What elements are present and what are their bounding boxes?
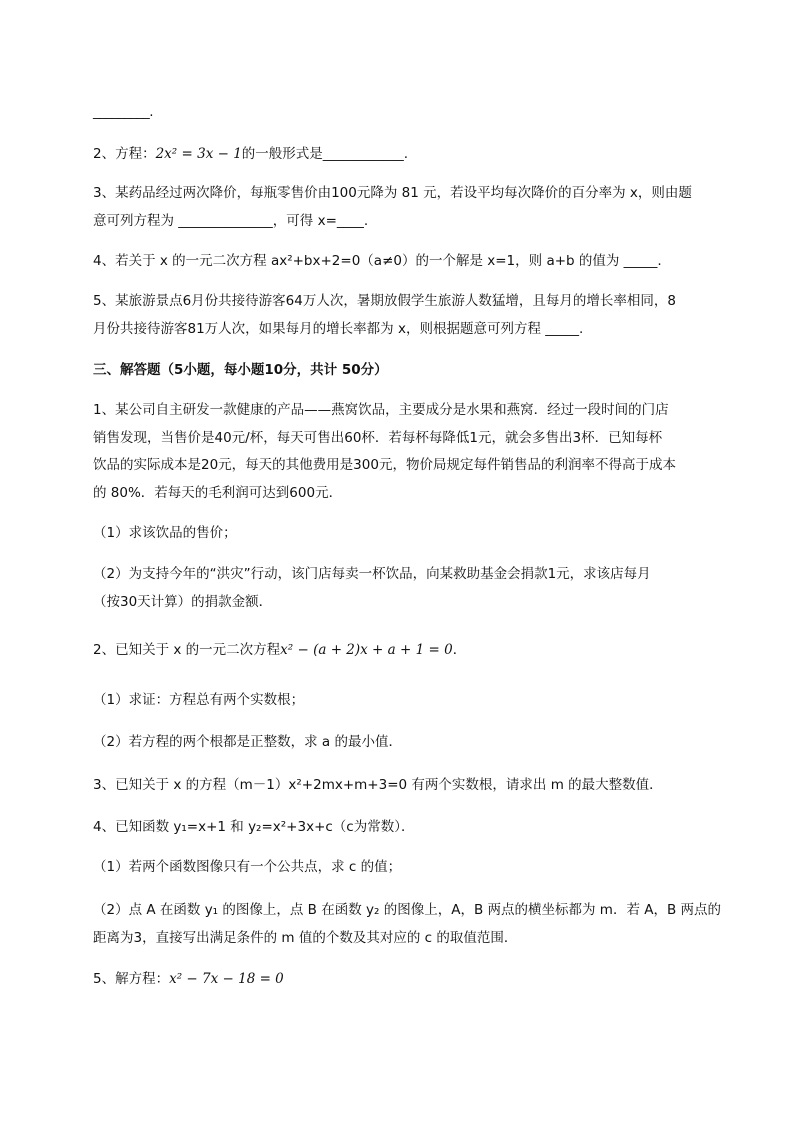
problem-4-part-2-line-2: 距离为3，直接写出满足条件的 m 值的个数及其对应的 c 的取值范围． <box>93 930 518 946</box>
equation: 2x² = 3x − 1 <box>155 146 242 162</box>
question-text: 5、解方程： <box>93 971 170 987</box>
problem-3: 3、已知关于 x 的方程（m－1）x²+2mx+m+3=0 有两个实数根，请求出 m 的最大整数值． <box>93 777 663 793</box>
problem-1-line-1: 1、某公司自主研发一款健康的产品——燕窝饮品，主要成分是水果和燕窝．经过一段时间的门店 <box>93 402 669 418</box>
question-text: 的一般形式是____________. <box>241 146 409 162</box>
problem-1-part-1: （1）求该饮品的售价； <box>93 525 237 541</box>
problem-1-part-2-line-1: （2）为支持今年的“洪灾”行动，该门店每卖一杯饮品，向某救助基金会捐款1元，求该店每月 <box>93 566 651 582</box>
fill-blank-question-3-line-2: 意可列方程为 ______________，可得 x=____. <box>93 213 369 229</box>
fill-blank-question-2 <box>93 145 408 163</box>
problem-2-part-2: （2）若方程的两个根都是正整数，求 a 的最小值． <box>93 734 402 750</box>
equation: x² − 7x − 18 = 0 <box>169 971 284 987</box>
problem-1-part-2-line-2: （按30天计算）的捐款金额． <box>93 594 273 610</box>
problem-4: 4、已知函数 y₁=x+1 和 y₂=x²+3x+c（c为常数）． <box>93 819 415 835</box>
problem-4-part-1: （1）若两个函数图像只有一个公共点，求 c 的值； <box>93 859 402 875</box>
problem-1-line-4: 的 80%．若每天的毛利润可达到600元． <box>93 485 343 501</box>
fill-blank-answer-line: _________. <box>93 104 154 120</box>
fill-blank-question-4: 4、若关于 x 的一元二次方程 ax²+bx+2=0（a≠0）的一个解是 x=1，则 a+b 的值为 _____. <box>93 253 662 269</box>
problem-1-line-2: 销售发现，当售价是40元/杯，每天可售出60杯．若每杯每降低1元，就会多售出3杯．已知每杯 <box>93 430 663 446</box>
fill-blank-question-5-line-2: 月份共接待游客81万人次，如果每月的增长率都为 x，则根据题意可列方程 _____. <box>93 321 584 337</box>
section-heading: 三、解答题（5小题，每小题10分，共计 50分） <box>93 362 388 378</box>
problem-4-part-2-line-1: （2）点 A 在函数 y₁ 的图像上，点 B 在函数 y₂ 的图像上，A，B 两点的横坐标都为 m．若 A，B 两点的 <box>93 902 722 918</box>
question-text: ． <box>452 642 467 658</box>
problem-1-line-3: 饮品的实际成本是20元，每天的其他费用是300元，物价局规定每件销售品的利润率不得高于成本 <box>93 457 676 473</box>
question-text: 2、方程： <box>93 146 156 162</box>
problem-5 <box>93 970 284 988</box>
problem-2 <box>93 641 466 659</box>
fill-blank-question-3-line-1: 3、某药品经过两次降价，每瓶零售价由100元降为 81 元，若设平均每次降价的百分率为 x，则由题 <box>93 185 692 201</box>
question-text: 2、已知关于 x 的一元二次方程 <box>93 642 281 658</box>
equation: x² − (a + 2)x + a + 1 = 0 <box>280 642 453 658</box>
fill-blank-question-5-line-1: 5、某旅游景点6月份共接待游客64万人次，暑期放假学生旅游人数猛增，且每月的增长率相同，8 <box>93 293 676 309</box>
problem-2-part-1: （1）求证：方程总有两个实数根； <box>93 692 305 708</box>
